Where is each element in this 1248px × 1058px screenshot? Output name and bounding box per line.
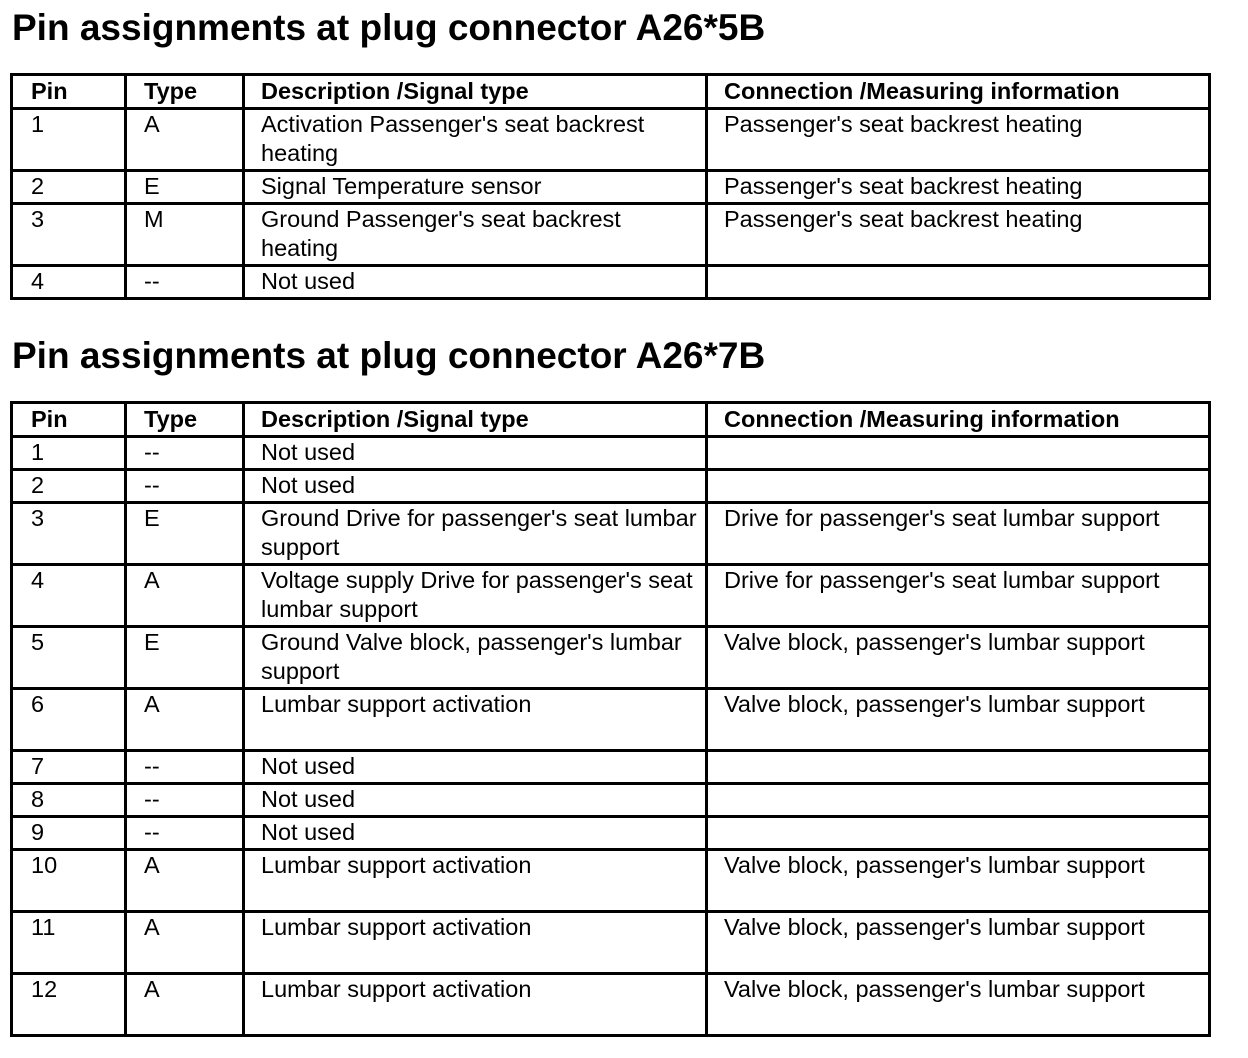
cell-type: E (126, 627, 244, 689)
cell-pin: 1 (12, 109, 126, 171)
table-row (12, 503, 1210, 565)
cell-type: -- (126, 751, 244, 784)
cell-description: Not used (244, 437, 707, 470)
cell-pin: 2 (12, 171, 126, 204)
cell-pin: 5 (12, 627, 126, 689)
table-header-row (12, 75, 1210, 109)
header-pin: Pin (12, 75, 126, 109)
cell-description: Ground Drive for passenger's seat lumbar support (244, 503, 707, 565)
table-row (12, 565, 1210, 627)
header-connection: Connection /Measuring information (707, 403, 1210, 437)
cell-connection (707, 470, 1210, 503)
cell-connection: Drive for passenger's seat lumbar support (707, 503, 1210, 565)
table-row (12, 266, 1210, 299)
cell-pin: 10 (12, 850, 126, 912)
section-title-a26-7b: Pin assignments at plug connector A26*7B (12, 335, 766, 376)
cell-type: A (126, 850, 244, 912)
cell-connection: Valve block, passenger's lumbar support (707, 850, 1210, 912)
cell-connection (707, 784, 1210, 817)
cell-description: Not used (244, 817, 707, 850)
cell-description: Ground Passenger's seat backrest heating (244, 204, 707, 266)
cell-description: Not used (244, 751, 707, 784)
table-row (12, 817, 1210, 850)
cell-pin: 8 (12, 784, 126, 817)
cell-pin: 4 (12, 565, 126, 627)
table-row (12, 470, 1210, 503)
cell-description: Lumbar support activation (244, 850, 707, 912)
table-row (12, 689, 1210, 751)
table-row (12, 171, 1210, 204)
header-type: Type (126, 403, 244, 437)
cell-type: M (126, 204, 244, 266)
cell-description: Voltage supply Drive for passenger's seat lumbar support (244, 565, 707, 627)
cell-description: Signal Temperature sensor (244, 171, 707, 204)
table-row (12, 437, 1210, 470)
cell-type: -- (126, 266, 244, 299)
cell-description: Lumbar support activation (244, 912, 707, 974)
cell-connection: Passenger's seat backrest heating (707, 204, 1210, 266)
cell-type: A (126, 974, 244, 1036)
cell-description: Not used (244, 266, 707, 299)
table-row (12, 109, 1210, 171)
table-row (12, 204, 1210, 266)
cell-type: A (126, 109, 244, 171)
cell-type: -- (126, 784, 244, 817)
cell-type: A (126, 565, 244, 627)
table-row (12, 751, 1210, 784)
cell-connection: Valve block, passenger's lumbar support (707, 627, 1210, 689)
cell-pin: 3 (12, 503, 126, 565)
pin-table-a26-7b (10, 401, 1211, 1037)
cell-description: Ground Valve block, passenger's lumbar support (244, 627, 707, 689)
cell-type: -- (126, 817, 244, 850)
cell-pin: 7 (12, 751, 126, 784)
cell-pin: 11 (12, 912, 126, 974)
cell-connection: Passenger's seat backrest heating (707, 171, 1210, 204)
cell-connection (707, 751, 1210, 784)
table-row (12, 974, 1210, 1036)
cell-connection: Valve block, passenger's lumbar support (707, 689, 1210, 751)
cell-type: E (126, 503, 244, 565)
cell-type: E (126, 171, 244, 204)
cell-type: A (126, 912, 244, 974)
cell-connection: Valve block, passenger's lumbar support (707, 912, 1210, 974)
cell-connection (707, 266, 1210, 299)
cell-pin: 9 (12, 817, 126, 850)
section-title-a26-5b: Pin assignments at plug connector A26*5B (12, 7, 766, 48)
cell-pin: 2 (12, 470, 126, 503)
cell-pin: 3 (12, 204, 126, 266)
cell-description: Lumbar support activation (244, 974, 707, 1036)
cell-pin: 6 (12, 689, 126, 751)
header-connection: Connection /Measuring information (707, 75, 1210, 109)
cell-type: A (126, 689, 244, 751)
cell-pin: 1 (12, 437, 126, 470)
table-row (12, 627, 1210, 689)
cell-pin: 12 (12, 974, 126, 1036)
cell-connection (707, 817, 1210, 850)
cell-connection: Valve block, passenger's lumbar support (707, 974, 1210, 1036)
cell-connection (707, 437, 1210, 470)
cell-type: -- (126, 437, 244, 470)
cell-description: Not used (244, 784, 707, 817)
header-description: Description /Signal type (244, 75, 707, 109)
pin-table-a26-5b (10, 73, 1211, 300)
cell-type: -- (126, 470, 244, 503)
table-row (12, 850, 1210, 912)
table-header-row (12, 403, 1210, 437)
cell-pin: 4 (12, 266, 126, 299)
header-type: Type (126, 75, 244, 109)
header-pin: Pin (12, 403, 126, 437)
cell-description: Not used (244, 470, 707, 503)
cell-connection: Passenger's seat backrest heating (707, 109, 1210, 171)
cell-connection: Drive for passenger's seat lumbar support (707, 565, 1210, 627)
table-row (12, 912, 1210, 974)
table-row (12, 784, 1210, 817)
header-description: Description /Signal type (244, 403, 707, 437)
cell-description: Lumbar support activation (244, 689, 707, 751)
cell-description: Activation Passenger's seat backrest heating (244, 109, 707, 171)
